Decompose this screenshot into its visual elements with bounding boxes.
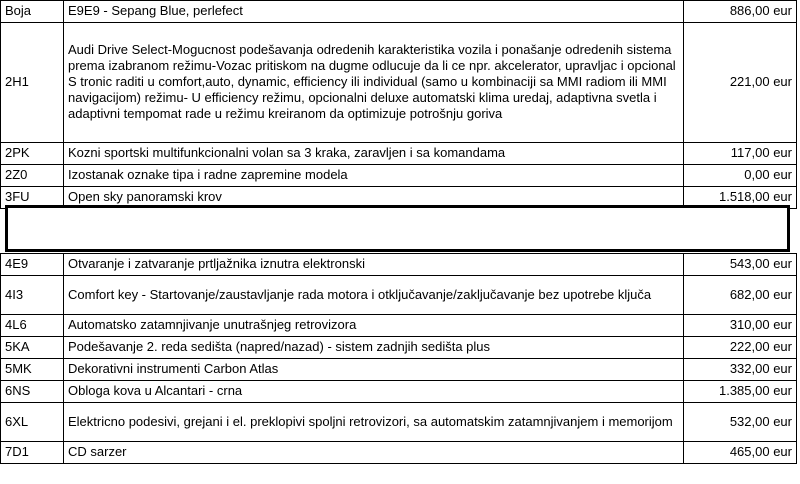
- option-price: 682,00 eur: [684, 276, 797, 315]
- table-row: [1, 315, 797, 337]
- option-price: 532,00 eur: [684, 403, 797, 442]
- option-code: 4E9: [1, 254, 64, 276]
- option-description: Elektricno podesivi, grejani i el. preklopivi spoljni retrovizori, sa automatskim zatamnjivanjem i memorijom: [64, 403, 684, 442]
- table-row: [1, 254, 797, 276]
- option-price: 222,00 eur: [684, 337, 797, 359]
- option-price: 221,00 eur: [684, 23, 797, 143]
- option-code: 5KA: [1, 337, 64, 359]
- table-row: [1, 143, 797, 165]
- option-description: E9E9 - Sepang Blue, perlefect: [64, 1, 684, 23]
- table-row: [1, 359, 797, 381]
- option-description: Automatsko zatamnjivanje unutrašnjeg retrovizora: [64, 315, 684, 337]
- blank-frame: [5, 205, 790, 252]
- table-row: [1, 403, 797, 442]
- option-description: Comfort key - Startovanje/zaustavljanje rada motora i otključavanje/zaključavanje bez upotrebe ključa: [64, 276, 684, 315]
- option-description: Obloga kova u Alcantari - crna: [64, 381, 684, 403]
- table-row: [1, 276, 797, 315]
- table-row: [1, 1, 797, 23]
- option-description: Dekorativni instrumenti Carbon Atlas: [64, 359, 684, 381]
- table-row: [1, 165, 797, 187]
- table-row: [1, 337, 797, 359]
- option-description: Audi Drive Select-Mogucnost podešavanja odredenih karakteristika vozila i ponašanje odredenih sistema prema izabranom režimu-Vozac pritiskom na dugme odlucuje da li ce npr. akcelerator, upravljac i opcional S tronic raditi u comfort,auto, dynamic, efficiency ili individual (samo u kombinaciji sa MMI radiom ili MMI navigacijom) režimu- U efficiency režimu, opcionalni deluxe automatski klima uredaj, adaptivna svetla i adaptivni tempomat rade u režimu kreiranom da optimizuje potrošnju goriva: [64, 23, 684, 143]
- option-code: 3FU: [1, 187, 64, 209]
- option-code: 7D1: [1, 442, 64, 464]
- option-description: Open sky panoramski krov: [64, 187, 684, 209]
- option-code: 2PK: [1, 143, 64, 165]
- option-description: Podešavanje 2. reda sedišta (napred/nazad) - sistem zadnjih sedišta plus: [64, 337, 684, 359]
- option-code: 4L6: [1, 315, 64, 337]
- option-price: 543,00 eur: [684, 254, 797, 276]
- option-code: 4I3: [1, 276, 64, 315]
- table-row: [1, 381, 797, 403]
- option-description: Izostanak oznake tipa i radne zapremine modela: [64, 165, 684, 187]
- option-price: 1.518,00 eur: [684, 187, 797, 209]
- option-description: Kozni sportski multifunkcionalni volan sa 3 kraka, zaravljen i sa komandama: [64, 143, 684, 165]
- table-row: [1, 442, 797, 464]
- option-price: 310,00 eur: [684, 315, 797, 337]
- option-price: 332,00 eur: [684, 359, 797, 381]
- option-code: 5MK: [1, 359, 64, 381]
- option-price: 465,00 eur: [684, 442, 797, 464]
- option-price: 886,00 eur: [684, 1, 797, 23]
- option-code: 6XL: [1, 403, 64, 442]
- option-price: 0,00 eur: [684, 165, 797, 187]
- option-code: 6NS: [1, 381, 64, 403]
- table-row: [1, 23, 797, 143]
- option-code: 2Z0: [1, 165, 64, 187]
- option-code: 2H1: [1, 23, 64, 143]
- option-price: 1.385,00 eur: [684, 381, 797, 403]
- option-price: 117,00 eur: [684, 143, 797, 165]
- option-code: Boja: [1, 1, 64, 23]
- option-description: Otvaranje i zatvaranje prtljažnika iznutra elektronski: [64, 254, 684, 276]
- option-description: CD sarzer: [64, 442, 684, 464]
